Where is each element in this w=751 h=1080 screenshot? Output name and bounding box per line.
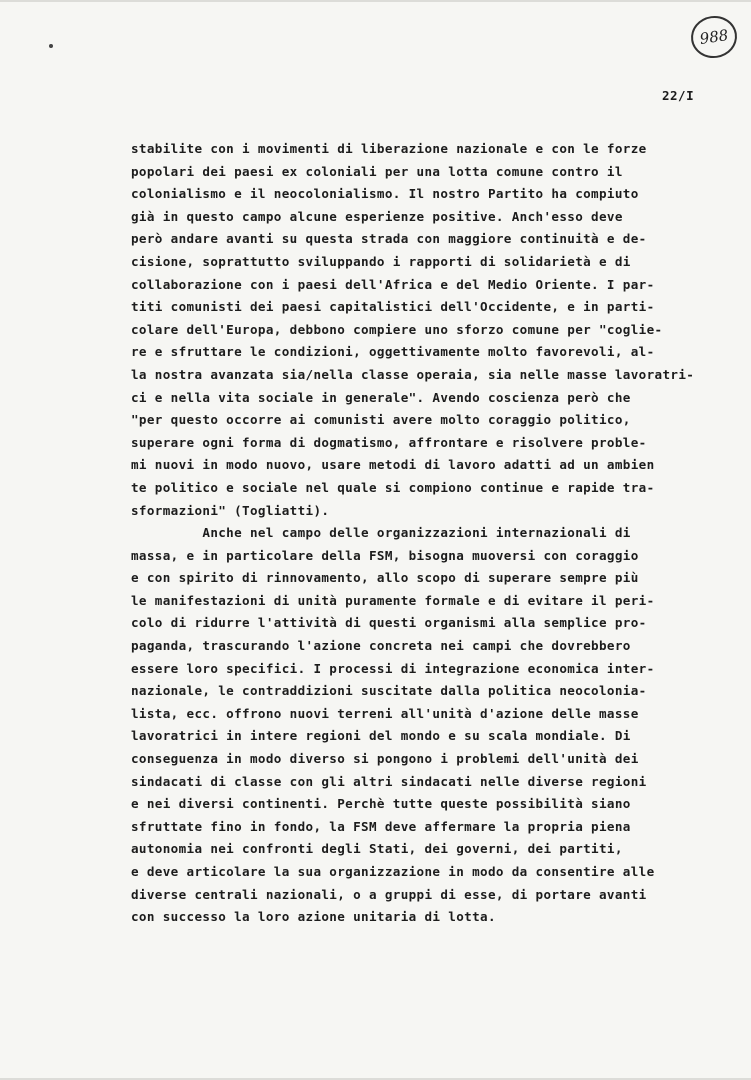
text-line: paganda, trascurando l'azione concreta nei campi che dovrebbero — [131, 638, 631, 654]
ink-dot — [49, 44, 53, 48]
text-line: già in questo campo alcune esperienze positive. Anch'esso deve — [131, 208, 623, 224]
text-line: nazionale, le contraddizioni suscitate dalla politica neocolonia- — [131, 683, 647, 699]
text-line: te politico e sociale nel quale si compiono continue e rapide tra- — [131, 479, 655, 495]
text-line: sformazioni" (Togliatti). — [131, 502, 330, 518]
text-line: popolari dei paesi ex coloniali per una lotta comune contro il — [131, 163, 623, 179]
text-line: mi nuovi in modo nuovo, usare metodi di lavoro adatti ad un ambien — [131, 457, 655, 473]
text-line: con successo la loro azione unitaria di lotta. — [131, 909, 496, 925]
archive-stamp: 988 — [688, 13, 739, 61]
text-line: e deve articolare la sua organizzazione in modo da consentire alle — [131, 864, 655, 879]
text-line: però andare avanti su questa strada con maggiore continuità e de- — [131, 231, 647, 247]
text-line: colonialismo e il neocolonialismo. Il nostro Partito ha compiuto — [131, 186, 639, 202]
text-line: le manifestazioni di unità puramente formale e di evitare il peri- — [131, 592, 655, 608]
text-line: sfruttate fino in fondo, la FSM deve affermare la propria piena — [131, 818, 631, 834]
text-line: "per questo occorre ai comunisti avere molto coraggio politico, — [131, 412, 631, 428]
text-line: la nostra avanzata sia/nella classe operaia, sia nelle masse lavoratri- — [131, 366, 695, 382]
text-line: titi comunisti dei paesi capitalistici dell'Occidente, e in parti- — [131, 299, 655, 315]
text-line: e con spirito di rinnovamento, allo scopo di superare sempre più — [131, 570, 639, 586]
text-line: ci e nella vita sociale in generale". Avendo coscienza però che — [131, 389, 631, 405]
text-line: stabilite con i movimenti di liberazione nazionale e con le forze — [131, 141, 647, 156]
text-line: conseguenza in modo diverso si pongono i problemi dell'unità dei — [131, 751, 639, 767]
text-line: diverse centrali nazionali, o a gruppi di esse, di portare avanti — [131, 886, 647, 902]
text-line: Anche nel campo delle organizzazioni internazionali di — [131, 525, 631, 541]
text-line: lavoratrici in intere regioni del mondo e su scala mondiale. Di — [131, 728, 631, 744]
text-line: autonomia nei confronti degli Stati, dei governi, dei partiti, — [131, 841, 623, 857]
text-line: lista, ecc. offrono nuovi terreni all'unità d'azione delle masse — [131, 705, 639, 721]
text-line: re e sfruttare le condizioni, oggettivamente molto favorevoli, al- — [131, 344, 655, 360]
text-line: colare dell'Europa, debbono compiere uno sforzo comune per "coglie- — [131, 321, 663, 337]
text-line: essere loro specifici. I processi di integrazione economica inter- — [131, 660, 655, 676]
text-line: e nei diversi continenti. Perchè tutte queste possibilità siano — [131, 796, 631, 812]
text-line: collaborazione con i paesi dell'Africa e del Medio Oriente. I par- — [131, 276, 655, 292]
text-line: sindacati di classe con gli altri sindacati nelle diverse regioni — [131, 773, 647, 789]
page-number: 22/I — [662, 88, 695, 103]
text-line: colo di ridurre l'attività di questi organismi alla semplice pro- — [131, 615, 647, 631]
text-line: cisione, soprattutto sviluppando i rapporti di solidarietà e di — [131, 253, 631, 269]
body-text — [131, 138, 721, 929]
text-line: superare ogni forma di dogmatismo, affrontare e risolvere proble- — [131, 434, 647, 450]
text-line: massa, e in particolare della FSM, bisogna muoversi con coraggio — [131, 547, 639, 563]
